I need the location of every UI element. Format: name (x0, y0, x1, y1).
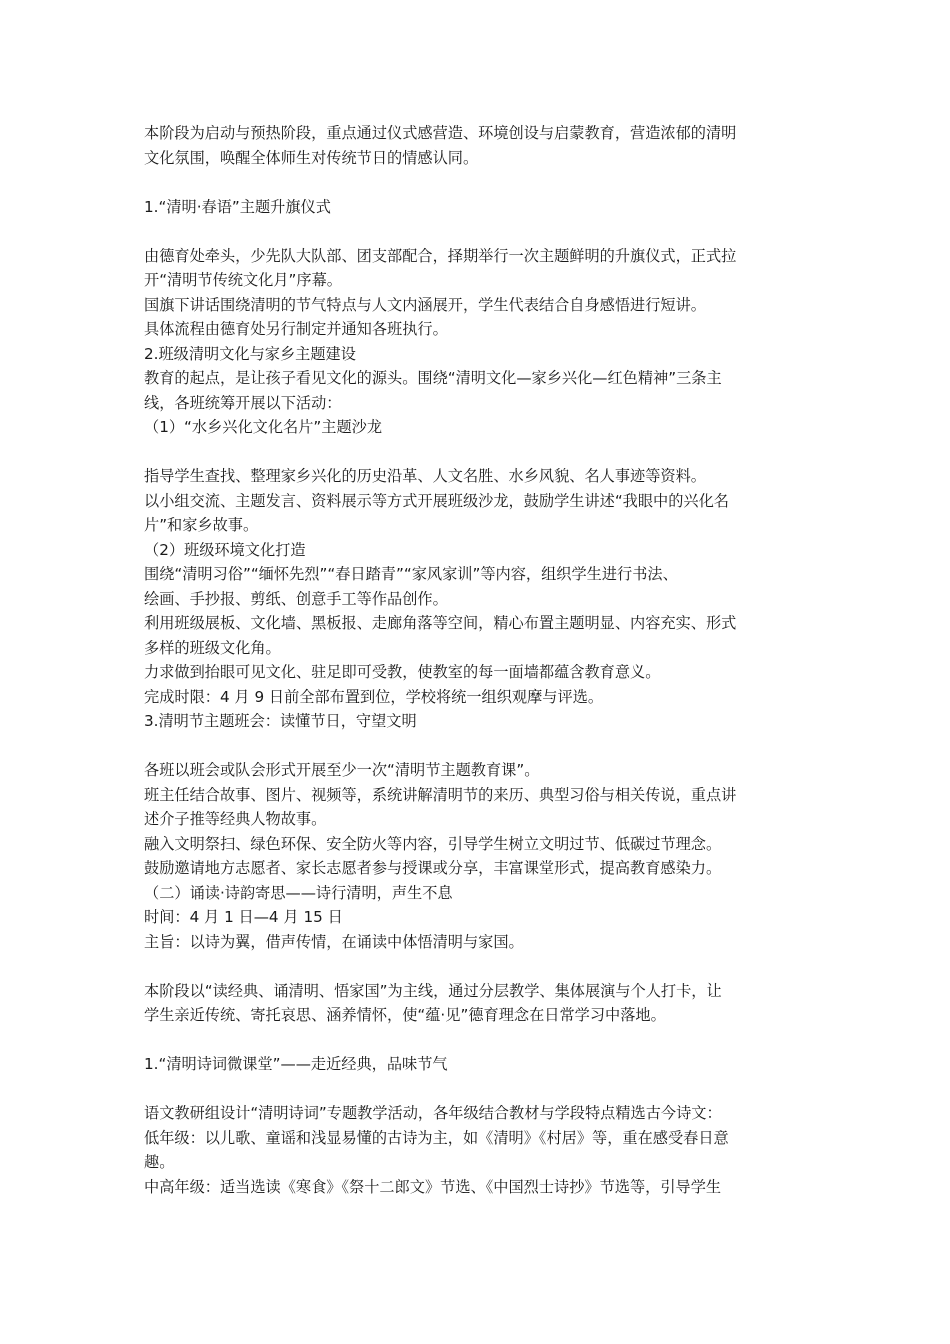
blank-line (144, 1077, 812, 1102)
blank-line (144, 734, 812, 759)
text-line: 力求做到抬眼可见文化、驻足即可受教，使教室的每一面墙都蕴含教育意义。 (144, 663, 661, 681)
text-line: 围绕“清明习俗”“缅怀先烈”“春日踏青”“家风家训”等内容，组织学生进行书法、 (144, 565, 678, 583)
text-line: 国旗下讲话围绕清明的节气特点与人文内涵展开，学生代表结合自身感悟进行短讲。 (144, 295, 706, 314)
text-line: 班主任结合故事、图片、视频等，系统讲解清明节的来历、典型习俗与相关传说，重点讲 (144, 785, 737, 804)
text-line: 本阶段为启动与预热阶段，重点通过仪式感营造、环境创设与启蒙教育，营造浓郁的清明 (144, 124, 737, 142)
text-line: 各班以班会或队会形式开展至少一次“清明节主题教育课”。 (144, 761, 540, 779)
blank-line (144, 219, 812, 244)
text-line: 融入文明祭扫、绿色环保、安全防火等内容，引导学生树立文明过节、低碳过节理念。 (144, 834, 722, 853)
text-line: 语文教研组设计“清明诗词”专题教学活动，各年级结合教材与学段特点精选古今诗文： (144, 1104, 722, 1122)
text-line: 低年级：以儿歌、童谣和浅显易懂的古诗为主，如《清明》《村居》等，重在感受春日意 (144, 1128, 729, 1147)
text-line: 多样的班级文化角。 (144, 638, 281, 657)
subsection-heading: （1）“水乡兴化文化名片”主题沙龙 (144, 418, 383, 436)
text-line: 以小组交流、主题发言、资料展示等方式开展班级沙龙，鼓励学生讲述“我眼中的兴化名 (144, 491, 729, 510)
section-heading: 3.清明节主题班会：读懂节日，守望文明 (144, 712, 417, 730)
blank-line (144, 1028, 812, 1053)
document-body (144, 121, 812, 1199)
blank-line (144, 440, 812, 465)
chapter-heading: （二）诵读·诗韵寄思——诗行清明，声生不息 (144, 883, 453, 902)
text-line: 教育的起点，是让孩子看见文化的源头。围绕“清明文化—家乡兴化—红色精神”三条主 (144, 369, 722, 387)
text-line: 具体流程由德育处另行制定并通知各班执行。 (144, 320, 448, 338)
text-line: 中高年级：适当选读《寒食》《祭十二郎文》节选、《中国烈士诗抄》节选等，引导学生 (144, 1177, 722, 1196)
text-line: 时间：4 月 1 日—4 月 15 日 (144, 908, 343, 926)
text-line: 鼓励邀请地方志愿者、家长志愿者参与授课或分享，丰富课堂形式，提高教育感染力。 (144, 859, 722, 877)
text-line: 线，各班统筹开展以下活动： (144, 393, 342, 412)
text-line: 开“清明节传统文化月”序幕。 (144, 271, 342, 289)
text-line: 文化氛围，唤醒全体师生对传统节日的情感认同。 (144, 148, 479, 167)
text-line: 学生亲近传统、寄托哀思、涵养情怀，使“蕴·见”德育理念在日常学习中落地。 (144, 1006, 666, 1024)
text-line: 由德育处牵头，少先队大队部、团支部配合，择期举行一次主题鲜明的升旗仪式，正式拉 (144, 246, 737, 265)
section-heading: 1.“清明诗词微课堂”——走近经典，品味节气 (144, 1055, 448, 1073)
text-line: 本阶段以“读经典、诵清明、悟家国”为主线，通过分层教学、集体展演与个人打卡，让 (144, 981, 722, 1000)
section-heading: 2.班级清明文化与家乡主题建设 (144, 344, 356, 363)
text-line: 绘画、手抄报、剪纸、创意手工等作品创作。 (144, 589, 448, 608)
text-line: 主旨：以诗为翼，借声传情，在诵读中体悟清明与家国。 (144, 932, 524, 951)
text-line: 趣。 (144, 1153, 175, 1171)
text-line: 完成时限：4 月 9 日前全部布置到位，学校将统一组织观摩与评选。 (144, 687, 604, 706)
text-line: 指导学生查找、整理家乡兴化的历史沿革、人文名胜、水乡风貌、名人事迹等资料。 (144, 467, 706, 485)
text-line: 利用班级展板、文化墙、黑板报、走廊角落等空间，精心布置主题明显、内容充实、形式 (144, 614, 737, 632)
blank-line (144, 954, 812, 979)
section-heading: 1.“清明·春语”主题升旗仪式 (144, 197, 331, 216)
text-line: 述介子推等经典人物故事。 (144, 810, 327, 828)
subsection-heading: （2）班级环境文化打造 (144, 540, 306, 559)
blank-line (144, 170, 812, 195)
text-line: 片”和家乡故事。 (144, 516, 259, 534)
